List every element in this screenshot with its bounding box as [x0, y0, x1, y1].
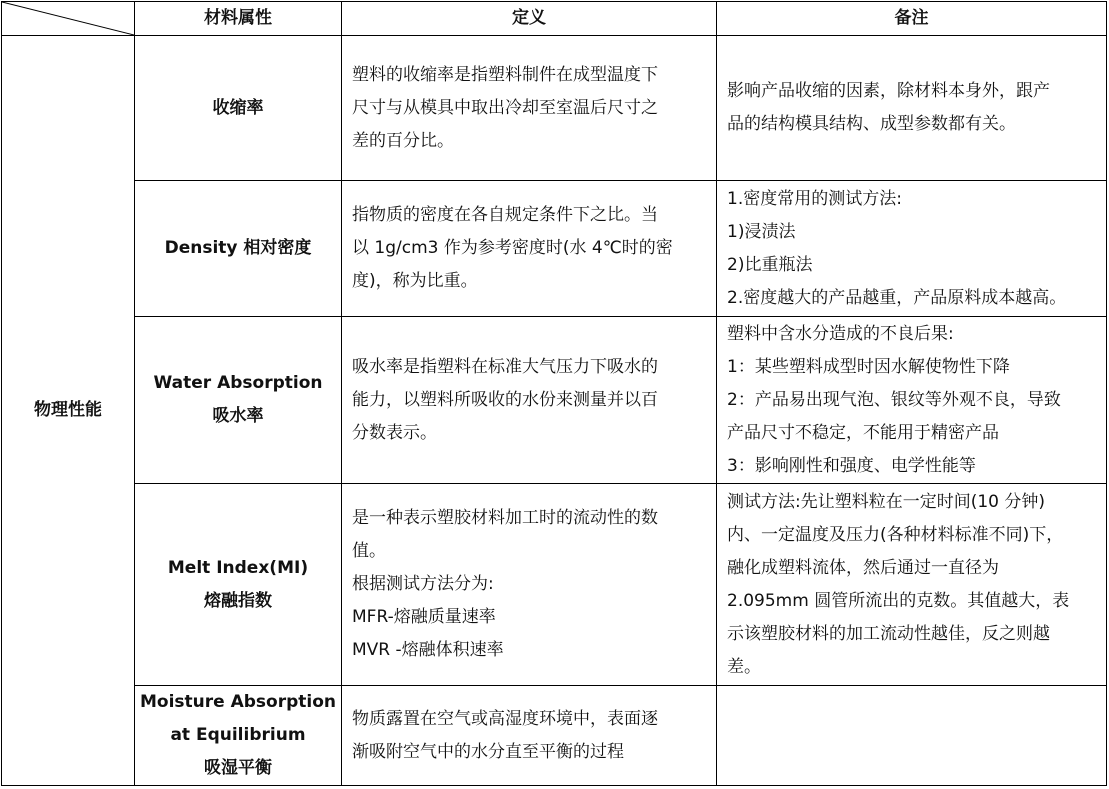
note-line: 1.密度常用的测试方法: [727, 188, 902, 209]
prop-cell [135, 36, 342, 181]
def-line: 度)，称为比重。 [352, 271, 478, 291]
header-row [2, 2, 1107, 36]
note-line: 2)比重瓶法 [727, 254, 813, 275]
table-row [2, 686, 1107, 786]
prop-cell [135, 317, 342, 484]
table-row [2, 36, 1107, 181]
header-note: 备注 [717, 2, 1107, 36]
note-cell [717, 484, 1107, 686]
def-line: 分数表示。 [352, 422, 437, 443]
def-line: 差的百分比。 [352, 130, 454, 151]
category-cell: 物理性能 [2, 36, 135, 786]
prop-cell [135, 484, 342, 686]
note-cell [717, 686, 1107, 786]
note-line: 产品尺寸不稳定，不能用于精密产品 [727, 422, 999, 443]
note-line: 内、一定温度及压力(各种材料标准不同)下， [727, 524, 1064, 545]
note-line: 1：某些塑料成型时因水解使物性下降 [727, 356, 1010, 377]
def-line: 能力，以塑料所吸收的水份来测量并以百 [352, 389, 658, 410]
def-cell [342, 36, 717, 181]
def-line: 尺寸与从模具中取出冷却至室温后尺寸之 [352, 97, 658, 118]
def-line: 是一种表示塑胶材料加工时的流动性的数 [352, 508, 658, 528]
def-cell [342, 317, 717, 484]
note-cell [717, 36, 1107, 181]
prop-line: Moisture Absorption [139, 692, 336, 712]
def-cell [342, 181, 717, 317]
prop-line: Water Absorption [153, 373, 323, 393]
def-line: 指物质的密度在各自规定条件下之比。当 [352, 205, 658, 225]
note-line: 2.密度越大的产品越重，产品原料成本越高。 [727, 287, 1067, 308]
def-line: 以 1g/cm3 作为参考密度时(水 4℃时的密 [352, 238, 673, 258]
def-line: 值。 [352, 541, 386, 561]
table-row [2, 317, 1107, 484]
prop-line: Melt Index(MI) [167, 557, 309, 578]
prop-line: 熔融指数 [204, 590, 272, 611]
prop-line: at Equilibrium [170, 725, 306, 745]
note-line: 塑料中含水分造成的不良后果: [727, 323, 954, 344]
note-line: 1)浸渍法 [727, 221, 796, 242]
note-cell [717, 181, 1107, 317]
table-row [2, 181, 1107, 317]
note-line: 3：影响刚性和强度、电学性能等 [727, 455, 976, 476]
note-line: 2.095mm 圆管所流出的克数。其值越大，表 [727, 590, 1070, 611]
prop-cell [135, 686, 342, 786]
def-line: 吸水率是指塑料在标准大气压力下吸水的 [352, 356, 658, 377]
def-line: MFR-熔融质量速率 [352, 607, 496, 627]
def-line: 根据测试方法分为: [352, 574, 494, 594]
header-attr: 材料属性 [135, 2, 342, 36]
corner-cell [2, 2, 135, 36]
prop-line: Density 相对密度 [164, 238, 312, 258]
prop-line: 吸水率 [212, 406, 264, 426]
note-line: 2：产品易出现气泡、银纹等外观不良，导致 [727, 389, 1061, 410]
note-line: 示该塑胶材料的加工流动性越佳，反之则越 [727, 623, 1050, 644]
def-cell [342, 686, 717, 786]
def-cell [342, 484, 717, 686]
note-line: 品的结构模具结构、成型参数都有关。 [727, 114, 1016, 134]
properties-table [1, 1, 1107, 786]
note-line: 差。 [727, 656, 761, 677]
prop-cell [135, 181, 342, 317]
note-line: 测试方法:先让塑料粒在一定时间(10 分钟) [727, 491, 1046, 512]
prop-line: 吸湿平衡 [204, 758, 272, 778]
def-line: 塑料的收缩率是指塑料制件在成型温度下 [352, 64, 658, 85]
def-line: 渐吸附空气中的水分直至平衡的过程 [352, 741, 624, 762]
note-line: 影响产品收缩的因素，除材料本身外，跟产 [727, 81, 1050, 101]
header-def: 定义 [342, 2, 717, 36]
table-row [2, 484, 1107, 686]
def-line: 物质露置在空气或高湿度环境中，表面逐 [352, 708, 658, 729]
def-line: MVR -熔融体积速率 [352, 640, 504, 660]
note-cell [717, 317, 1107, 484]
prop-line: 收缩率 [212, 97, 264, 118]
note-line: 融化成塑料流体，然后通过一直径为 [727, 557, 999, 578]
diagonal-line [2, 2, 134, 35]
